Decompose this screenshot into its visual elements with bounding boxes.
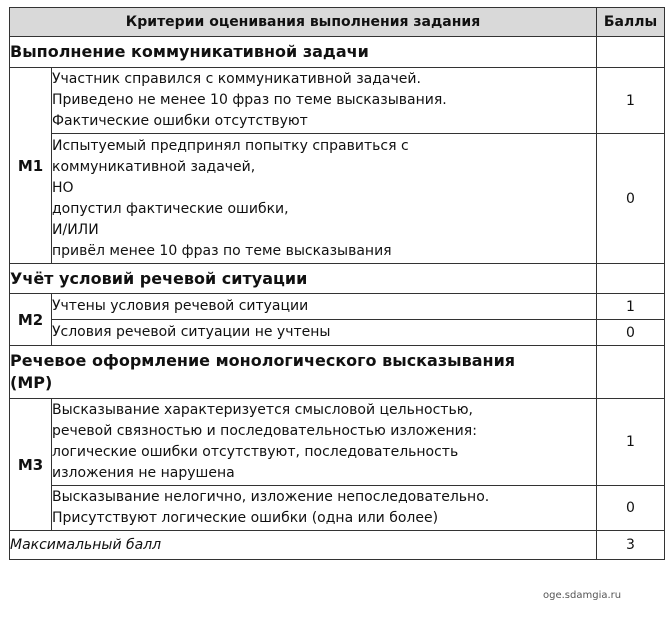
criterion-description: Участник справился с коммуникативной задачей. Приведено не менее 10 фраз по теме высказывания. Фактические ошибки отсутствуют [52, 68, 597, 134]
section-row [10, 346, 665, 399]
criterion-points: 1 [597, 68, 665, 134]
criteria-table [9, 7, 665, 560]
criterion-description: Учтены условия речевой ситуации [52, 294, 597, 320]
max-score-value: 3 [597, 531, 665, 560]
points-column-header: Баллы [597, 8, 665, 37]
criterion-description: Высказывание нелогично, изложение непоследовательно. Присутствуют логические ошибки (одна или более) [52, 486, 597, 531]
criterion-points: 0 [597, 134, 665, 264]
section-row [10, 264, 665, 294]
max-score-label: Максимальный балл [10, 531, 597, 560]
criterion-row [10, 486, 665, 531]
criterion-row [10, 68, 665, 134]
table-header-row [10, 8, 665, 37]
criterion-code: М2 [10, 294, 52, 346]
section-title: Выполнение коммуникативной задачи [10, 37, 597, 68]
criterion-points: 1 [597, 294, 665, 320]
section-title: Речевое оформление монологического высказывания (МР) [10, 346, 597, 399]
section-row [10, 37, 665, 68]
criterion-description: Высказывание характеризуется смысловой цельностью, речевой связностью и последовательностью изложения: логические ошибки отсутствуют, последовательность изложения не нарушена [52, 399, 597, 486]
criterion-row [10, 399, 665, 486]
watermark: oge.sdamgia.ru [543, 590, 622, 601]
criterion-description: Условия речевой ситуации не учтены [52, 320, 597, 346]
criterion-code: М1 [10, 68, 52, 264]
criterion-code: М3 [10, 399, 52, 531]
criterion-points: 1 [597, 399, 665, 486]
criteria-column-header: Критерии оценивания выполнения задания [10, 8, 597, 37]
criterion-description: Испытуемый предпринял попытку справиться с коммуникативной задачей, НО допустил фактические ошибки, И/ИЛИ привёл менее 10 фраз по теме высказывания [52, 134, 597, 264]
criterion-row [10, 320, 665, 346]
section-title: Учёт условий речевой ситуации [10, 264, 597, 294]
max-score-row [10, 531, 665, 560]
criterion-points: 0 [597, 320, 665, 346]
criterion-row [10, 294, 665, 320]
criterion-row [10, 134, 665, 264]
criterion-points: 0 [597, 486, 665, 531]
